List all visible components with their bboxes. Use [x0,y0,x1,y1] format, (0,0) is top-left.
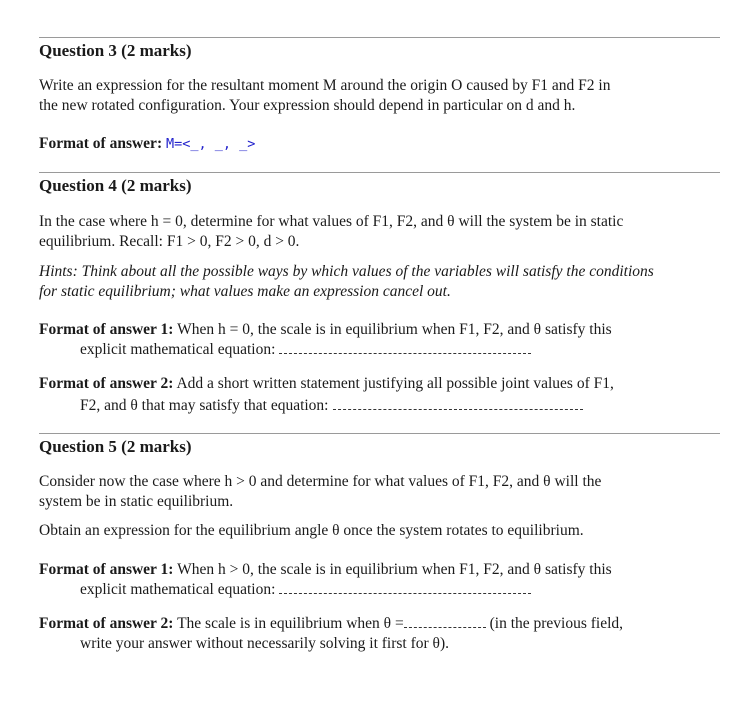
question-4-answer-2-label: Format of answer 2: [39,375,174,392]
rule-top [39,37,720,38]
question-4-answer-1-prompt: explicit mathematical equation: [80,341,276,358]
question-5-answer-1-text: When h > 0, the scale is in equilibrium when F1, F2, and θ satisfy this [177,561,612,578]
question-5-answer-1-line-1 [39,560,612,580]
question-4-hint-line-1: Hints: Think about all the possible ways by which values of the variables will satisfy the conditions [39,263,654,280]
question-4-answer-2-line-2 [80,396,583,416]
question-4-heading: Question 4 (2 marks) [39,176,192,195]
question-3-text-line-2: the new rotated configuration. Your expression should depend in particular on d and h. [39,97,576,114]
question-4-answer-1-label: Format of answer 1: [39,321,174,338]
question-4-answer-2-text: Add a short written statement justifying all possible joint values of F1, [176,375,614,392]
question-4-answer-2-blank[interactable] [333,408,583,410]
question-4-hint-line-2: for static equilibrium; what values make an expression cancel out. [39,283,451,300]
question-5-answer-2-blank[interactable] [404,626,486,628]
question-3-heading: Question 3 (2 marks) [39,41,192,60]
question-4-text-line-2: equilibrium. Recall: F1 > 0, F2 > 0, d > 0. [39,233,300,250]
question-5-heading: Question 5 (2 marks) [39,437,192,456]
question-5-answer-2-note: (in the previous field, [489,615,624,632]
question-5-answer-1-label: Format of answer 1: [39,561,174,578]
question-5-text-line-3: Obtain an expression for the equilibrium angle θ once the system rotates to equilibrium. [39,522,584,539]
question-4-answer-1-text: When h = 0, the scale is in equilibrium when F1, F2, and θ satisfy this [177,321,612,338]
question-5-answer-2-line-2: write your answer without necessarily solving it first for θ). [80,635,450,652]
question-4-answer-2-line-1 [39,374,614,394]
question-5-answer-1-line-2 [80,580,531,600]
question-5-text-line-2: system be in static equilibrium. [39,493,234,510]
rule-q5 [39,433,720,434]
question-5-text-line-1: Consider now the case where h > 0 and determine for what values of F1, F2, and θ will the [39,473,602,490]
question-3-format-code: M=<_, _, _> [165,136,256,152]
question-5-answer-1-prompt: explicit mathematical equation: [80,581,276,598]
question-5-answer-2-text: The scale is in equilibrium when θ = [177,615,404,632]
question-5-answer-1-blank[interactable] [279,592,531,594]
question-4-answer-1-line-2 [80,340,531,360]
question-3-format [39,134,255,154]
question-3-text-line-1: Write an expression for the resultant moment M around the origin O caused by F1 and F2 in [39,77,611,94]
question-4-answer-2-prompt: F2, and θ that may satisfy that equation: [80,397,329,414]
question-5-answer-2-label: Format of answer 2: [39,615,174,632]
question-3-format-label: Format of answer: [39,135,163,152]
question-5-answer-2-line-1 [39,614,623,634]
rule-q4 [39,172,720,173]
question-4-answer-1-blank[interactable] [279,352,531,354]
question-4-answer-1-line-1 [39,320,612,340]
question-4-text-line-1: In the case where h = 0, determine for what values of F1, F2, and θ will the system be in static [39,213,624,230]
